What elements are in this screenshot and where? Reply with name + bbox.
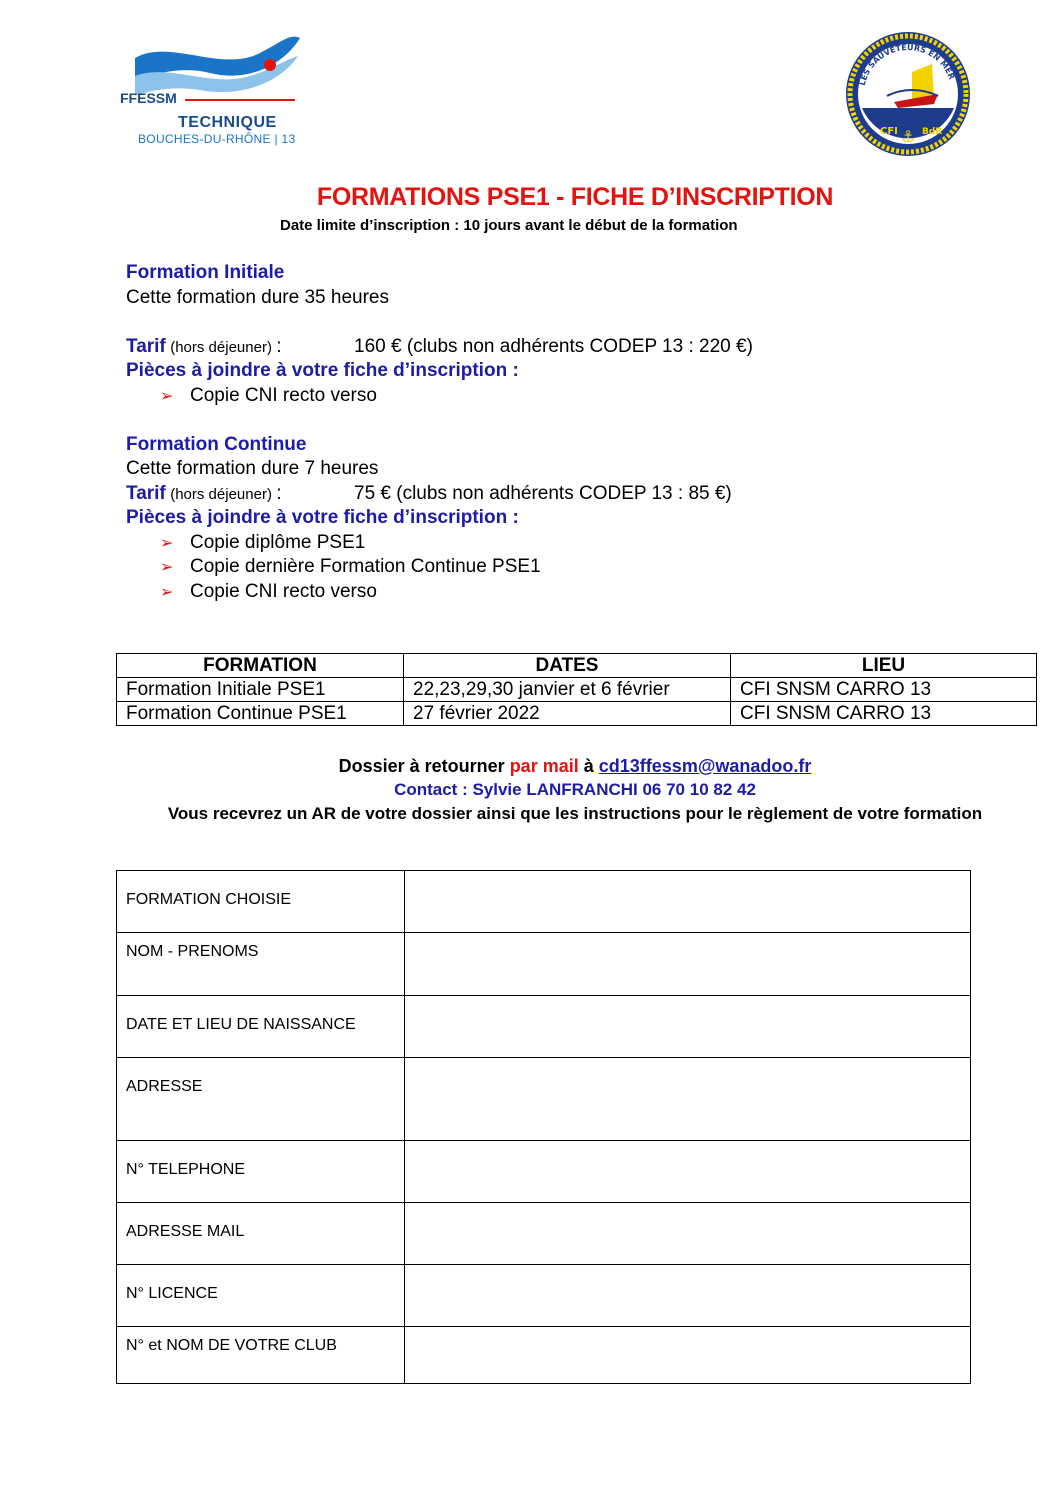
- arrow-bullet-icon: ➢: [160, 535, 174, 552]
- continue-tarif: [126, 483, 732, 505]
- field-label: N° et NOM DE VOTRE CLUB: [117, 1327, 405, 1384]
- tarif-label: Tarif: [126, 336, 166, 357]
- continue-piece-item: [160, 556, 541, 578]
- dossier-a-text: à: [583, 756, 594, 776]
- piece-label: Copie CNI recto verso: [190, 385, 377, 406]
- ffessm-line1: TECHNIQUE: [178, 114, 277, 131]
- formation-choisie-field[interactable]: [405, 871, 971, 933]
- continue-heading: Formation Continue: [126, 434, 307, 455]
- field-label: ADRESSE MAIL: [117, 1203, 405, 1265]
- table-row: [117, 702, 1037, 726]
- tarif-value: 160 € (clubs non adhérents CODEP 13 : 220 €): [354, 336, 753, 357]
- initiale-tarif: [126, 336, 753, 358]
- field-label: DATE ET LIEU DE NAISSANCE: [117, 996, 405, 1058]
- form-row: [117, 1058, 971, 1141]
- snsm-bdr-text: BdR: [922, 127, 943, 137]
- form-row: [117, 996, 971, 1058]
- continue-duration: Cette formation dure 7 heures: [126, 458, 379, 479]
- form-row: [117, 933, 971, 996]
- table-cell: CFI SNSM CARRO 13: [731, 702, 1037, 726]
- ar-notice: Vous recevrez un AR de votre dossier ainsi que les instructions pour le règlement de votre formation: [167, 804, 983, 823]
- date-lieu-naissance-field[interactable]: [405, 996, 971, 1058]
- field-label: N° TELEPHONE: [117, 1141, 405, 1203]
- contact-line: Contact : Sylvie LANFRANCHI 06 70 10 82 42: [394, 780, 756, 799]
- initiale-pieces-heading: Pièces à joindre à votre fiche d’inscription :: [126, 360, 519, 381]
- initiale-piece-item: [160, 385, 377, 407]
- tarif-note: (hors déjeuner): [170, 339, 272, 356]
- adresse-field[interactable]: [405, 1058, 971, 1141]
- field-label: NOM - PRENOMS: [117, 933, 405, 996]
- continue-pieces-heading: Pièces à joindre à votre fiche d’inscription :: [126, 507, 519, 528]
- snsm-cfi-logo: [842, 30, 974, 158]
- initiale-heading: Formation Initiale: [126, 262, 285, 283]
- page-title: FORMATIONS PSE1 - FICHE D’INSCRIPTION: [316, 183, 834, 211]
- tarif-value: 75 € (clubs non adhérents CODEP 13 : 85 €): [354, 483, 732, 504]
- table-cell: Formation Initiale PSE1: [117, 678, 404, 702]
- table-cell: 27 février 2022: [404, 702, 731, 726]
- snsm-cfi-text: CFI: [880, 126, 898, 137]
- licence-field[interactable]: [405, 1265, 971, 1327]
- table-cell: Formation Continue PSE1: [117, 702, 404, 726]
- piece-label: Copie dernière Formation Continue PSE1: [190, 556, 541, 577]
- dossier-line: [0, 756, 1058, 777]
- adresse-mail-field[interactable]: [405, 1203, 971, 1265]
- piece-label: Copie CNI recto verso: [190, 581, 377, 602]
- tarif-label: Tarif: [126, 483, 166, 504]
- column-header: FORMATION: [117, 654, 404, 678]
- arrow-bullet-icon: ➢: [160, 584, 174, 601]
- form-row: [117, 1327, 971, 1384]
- dossier-text: Dossier à retourner: [338, 756, 505, 776]
- par-mail-text: par mail: [509, 756, 579, 776]
- ffessm-brand: FFESSM: [120, 90, 177, 106]
- page-subtitle: Date limite d’inscription : 10 jours avant le début de la formation: [280, 217, 738, 234]
- ffessm-line2: BOUCHES-DU-RHÔNE | 13: [138, 132, 296, 146]
- form-row: [117, 1141, 971, 1203]
- email-link[interactable]: cd13ffessm@wanadoo.fr: [598, 756, 812, 776]
- table-cell: 22,23,29,30 janvier et 6 février: [404, 678, 731, 702]
- tarif-colon: :: [276, 483, 282, 504]
- formations-table: [116, 653, 1037, 726]
- telephone-field[interactable]: [405, 1141, 971, 1203]
- piece-label: Copie diplôme PSE1: [190, 532, 366, 553]
- column-header: LIEU: [731, 654, 1037, 678]
- tarif-colon: :: [276, 336, 282, 357]
- club-field[interactable]: [405, 1327, 971, 1384]
- anchor-icon: ⚓: [901, 127, 916, 146]
- field-label: N° LICENCE: [117, 1265, 405, 1327]
- snsm-top-text: LES SAUVETEURS EN MER: [857, 42, 957, 87]
- form-row: [117, 871, 971, 933]
- snsm-seal-icon: [842, 30, 974, 158]
- continue-piece-item: [160, 581, 377, 603]
- field-label: ADRESSE: [117, 1058, 405, 1141]
- form-row: [117, 1265, 971, 1327]
- registration-form: [116, 870, 971, 1384]
- continue-piece-item: [160, 532, 365, 554]
- ffessm-logo: [120, 28, 310, 153]
- initiale-duration: Cette formation dure 35 heures: [126, 287, 389, 308]
- tarif-note: (hors déjeuner): [170, 486, 272, 503]
- arrow-bullet-icon: ➢: [160, 559, 174, 576]
- field-label: FORMATION CHOISIE: [117, 871, 405, 933]
- table-cell: CFI SNSM CARRO 13: [731, 678, 1037, 702]
- nom-prenoms-field[interactable]: [405, 933, 971, 996]
- table-header-row: [117, 654, 1037, 678]
- arrow-bullet-icon: ➢: [160, 388, 174, 405]
- column-header: DATES: [404, 654, 731, 678]
- form-row: [117, 1203, 971, 1265]
- table-row: [117, 678, 1037, 702]
